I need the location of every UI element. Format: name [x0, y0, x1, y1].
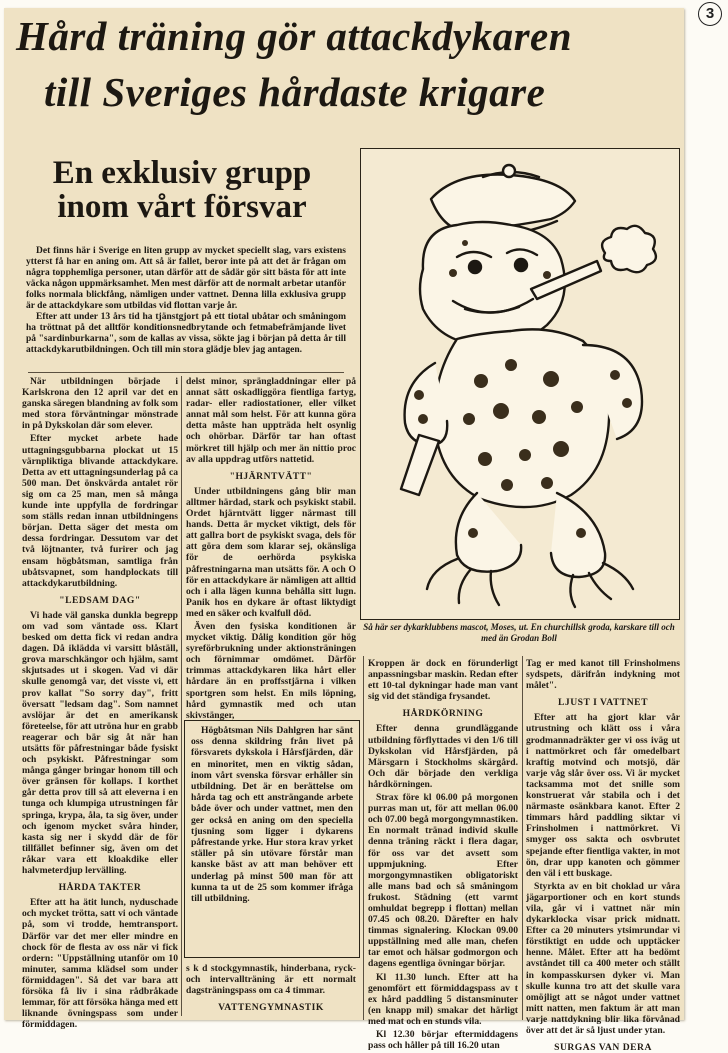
lead-divider [28, 372, 344, 373]
column-4-paragraph: Efter att ha gjort klar vår utrustning och klätt oss i våra grodmannadräkter ger vi oss iväg ut i nattmörkret och får omedelbart kraftig motvind och motsjö, där varje våg slår över oss. Vi är mycket tacksamma mot det snille som konstruerat vår stabila och i det närmaste osänkbara kanot. Efter 2 timmars hård paddling siktar vi Frinsholmen i nattmörkret. Vi smyger oss sakta och osvbrutet spejande efter fientliga vakter, in mot ön, drar upp kanoten och gömmer den väl i ett buskage. [526, 712, 680, 879]
frog-mascot-illustration [360, 148, 680, 620]
column-2-paragraph: s k d stockgymnastik, hinderbana, ryck- och intervallträning är ett normalt dagsträningspass om ca 4 timmar. [186, 963, 356, 997]
section-heading: SURGAS VAN DERA [554, 1042, 652, 1053]
article-column-4 [526, 658, 680, 1053]
subheadline-line-2: inom vårt försvar [57, 189, 307, 225]
column-2-paragraph: delst minor, sprängladdningar eller på annat sätt oskadliggöra fientliga fartyg, radar- eller radiostationer, eller vilket annat mål som helst. För att kunna göra detta måste han uppträda helt osynlig och ohörbar. Därför tar han oftast mörkret till hjälp och mer än nittio proc av alla uppdrag utförs nattetid. [186, 376, 356, 465]
column-3-paragraph: Kl 11.30 lunch. Efter att ha genomfört ett förmiddagspass av t ex hård paddling 5 distansminuter (en knapp mil) smakar det härligt med mat och en stunds vila. [368, 971, 518, 1027]
column-3-paragraph: Kl 12.30 börjar eftermiddagens pass och håller på till 16.20 utan [368, 1029, 518, 1052]
page-number-badge: 3 [698, 2, 722, 26]
lead-paragraphs [26, 246, 346, 356]
subheadline [12, 156, 352, 224]
section-heading: "HJÄRNTVÄTT" [229, 470, 313, 482]
newspaper-clipping [4, 8, 684, 1053]
lead-paragraph-2: Efter att under 13 års tid ha tjänstgjort på ett tiotal ubåtar och småningom ha tröttnat på det alltför konditionsnedbrytande och fetmabefrämjande livet på "sardinburkarna", som de kallas av vissa, sökte jag i början på detta år till attackdykarutbildningen. Och till min stora glädje blev jag antagen. [26, 312, 346, 355]
section-heading: LJUST I VATTNET [558, 697, 648, 709]
headline-line-2: till Sveriges hårdaste krigare [44, 69, 546, 115]
column-divider [522, 656, 523, 1020]
column-3-paragraph: Efter denna grundläggande utbildning förflyttades vi den 1/6 till Dykskolan vid Hårsfjärden, på Märsgarn i Stockholms skärgård. Och där började den verkliga hårdkörningen. [368, 723, 518, 790]
headline-line-1: Hård träning gör attackdykaren [16, 13, 573, 59]
column-1-paragraph: Efter att ha ätit lunch, nyduschade och mycket trötta, satt vi och väntade på, som vi trodde, hemtransport. Därför var det mer eller mindre en chock för de flesta av oss när vi fick ordern: "Uppställning utanför om 10 minuter, samma klädsel som under förmiddagen". Så det var bara att försöka få liv i sina rådbråkade lemmar, för att försöka hänga med ett liknande övningspass som under förmiddagen. [22, 897, 178, 1031]
article-column-1 [22, 376, 178, 1031]
column-divider [181, 376, 182, 1016]
column-1-paragraph: När utbildningen började i Karlskrona den 12 april var det en ganska säregen blandning av folk som med stora förväntningar mönstrade in på Dykskolan där som elever. [22, 376, 178, 432]
column-4-paragraph: Tag er med kanot till Frinsholmens sydspets, därifrån indykning mot målet". [526, 658, 680, 692]
illustration-caption: Så här ser dykarklubbens mascot, Moses, ut. En churchillsk groda, karskare till och med än Grodan Boll [363, 622, 675, 643]
column-2-paragraph: Även den fysiska konditionen är mycket viktig. Dålig kondition gör hög syreförbrukning under aktionsträningen och förnimmar omdömet. Därför trimmas attackdykaren lika hårt eller hårdare än en proffsstjärna i vilken sportgren som helst. En mils löpning, hård gymnastik med och utan skivstänger, [186, 620, 356, 721]
editor-note-text: Högbåtsman Nils Dahlgren har sänt oss denna skildring från livet på försvarets dykskola i Hårsfjärden, där en minoritet, men en viktig sådan, inom vårt svenska försvar erhåller sin utbildning. Det är en berättelse om hårda tag och ett ansträngande arbete både över och under vattnet, men den ger också en aning om den speciella tjusning som ligger i dykarens påfrestande yrke. Hur stora krav yrket ställer på sin utövare förstår man kanske bäst av att man behöver ett underlag på minst 500 man för att kunna ta ut de 25 som kommer ifråga till utbildning. [191, 725, 353, 905]
section-heading: VATTENGYMNASTIK [218, 1002, 324, 1014]
section-heading: HÅRDKÖRNING [402, 708, 484, 720]
column-1-paragraph: Efter mycket arbete hade uttagningsgubbarna plockat ut 15 värnpliktiga blivande attackdykare. Detta av ett uttagningsunderlag på ca 500 man. Det önskvärda antalet rör sig om ca 25 man, men så många kunde inte uppfylla de fordringar som ställs redan innan utbildningens början. Detta säger det mesta om dessa fordringar. Dessutom var det två löjtnanter, två furirer och jag ensam högbåtsman, samtliga från ubåtsvapnet, som handplockats till attackdykarutbildning. [22, 433, 178, 589]
section-heading: "LEDSAM DAG" [59, 594, 141, 606]
column-3-paragraph: Strax före kl 06.00 på morgonen purras man ut, för att mellan 06.00 och 07.00 begå morgongymnastiken. En normalt tränad individ skulle denna träning räckt i flera dagar, för oss var det avsett som uppmjukning. Efter morgongymnastiken obligatoriskt alle mans bad och så småningom frukost. Städning (ett varmt omhuldat begrepp i flottan) mellan 07.45 och 08.20. Därefter en halv timmas signalering. Klockan 09.00 uppställning med alle man, chefen tar emot och hälsar godmorgon och dagens egentliga övningar börjar. [368, 792, 518, 970]
column-2-paragraph: Under utbildningens gång blir man alltmer härdad, stark och psykiskt stabil. Ordet hjärntvätt ligger närmast till hands. Detta är mycket viktigt, dels för att gallra bort de psykiskt svaga, dels för att göra dem som klarar sej, okänsliga för de oerhörda psykiska påfrestningarna man utsätts för. A och O för en attackdykare är nämligen att alltid och i alla lägen kunna behålla sitt lugn. Panik hos en dykare är oftast liktydigt med en säker och kvalfull död. [186, 485, 356, 619]
column-1-paragraph: Vi hade väl ganska dunkla begrepp om vad som väntade oss. Klart besked om detta fick vi redan andra dagen. Då iklädda vi varsitt blåställ, grova marschkängor och hjälm, samt skjutsades ut i skogen. Vad vi där skulle genomgå var, det visste vi, ett prov kallat "So sorry day", fritt översatt "ledsam dag". Som namnet avslöjar är det en amerikansk företeelse, för att utröna hur en grabb reagerar och bär sig åt när han utsätts för påfrestningar både fysiskt och psykiskt. Påfrestningar som många gånger bringar honom till och över gränsen för kollaps. I korthet går detta prov till så att eleverna i en tunga och klumpiga utrustningen får springa, krypa, åla, ta sig över, under och igenom mycket svåra hinder, kasta sig ner i skydd där de för tillfället befinner sig, även om det råkar vara ett kloakdike eller halvmeterdjup lervälling. [22, 609, 178, 877]
editor-note-box [184, 720, 360, 958]
section-heading: HÅRDA TAKTER [58, 882, 142, 894]
column-4-paragraph: Styrkta av en bit choklad ur våra jägarportioner och en kort stunds vila, går vi i vattnet när min dykarklocka visar prick midnatt. Efter ca 20 minuters ytsimrundar vi förstiktigt en udde och upptäcker henne. Målet. Efter att ha bedömt avståndet till ca 400 meter och ställt in kompasskursen dyker vi. Man skulle kunna tro att det skulle vara omöjligt att se något under vattnet mitt natten, men faktum är att man varje nattdykning blir lika förvånad över att det är så ljust under ytan. [526, 880, 680, 1036]
frog-mascot-drawing [361, 149, 679, 619]
column-divider [363, 656, 364, 1020]
article-column-2-continued [186, 963, 356, 1020]
lead-paragraph-1: Det finns här i Sverige en liten grupp av mycket speciellt slag, vars existens ytterst få har en aning om. Att så är fallet, beror inte på att det är frågan om några topphemliga personer, utan därför att de sådär gör sitt bästa för att inte väcka någon uppmärksamhet. Men mest därför att de normalt arbetar utanför folks normala blickfång, nämligen under vattnet. Denna lilla exklusiva grupp är de attackdykare som utbildas vid flottan varje år. [26, 246, 346, 311]
article-column-2 [186, 376, 356, 721]
article-column-3 [368, 658, 518, 1052]
subheadline-line-1: En exklusiv grupp [52, 155, 312, 191]
column-3-paragraph: Kroppen är dock en förunderligt anpassningsbar maskin. Redan efter ett 10-tal dykningar hade man vant sig vid det ständiga frysandet. [368, 658, 518, 703]
